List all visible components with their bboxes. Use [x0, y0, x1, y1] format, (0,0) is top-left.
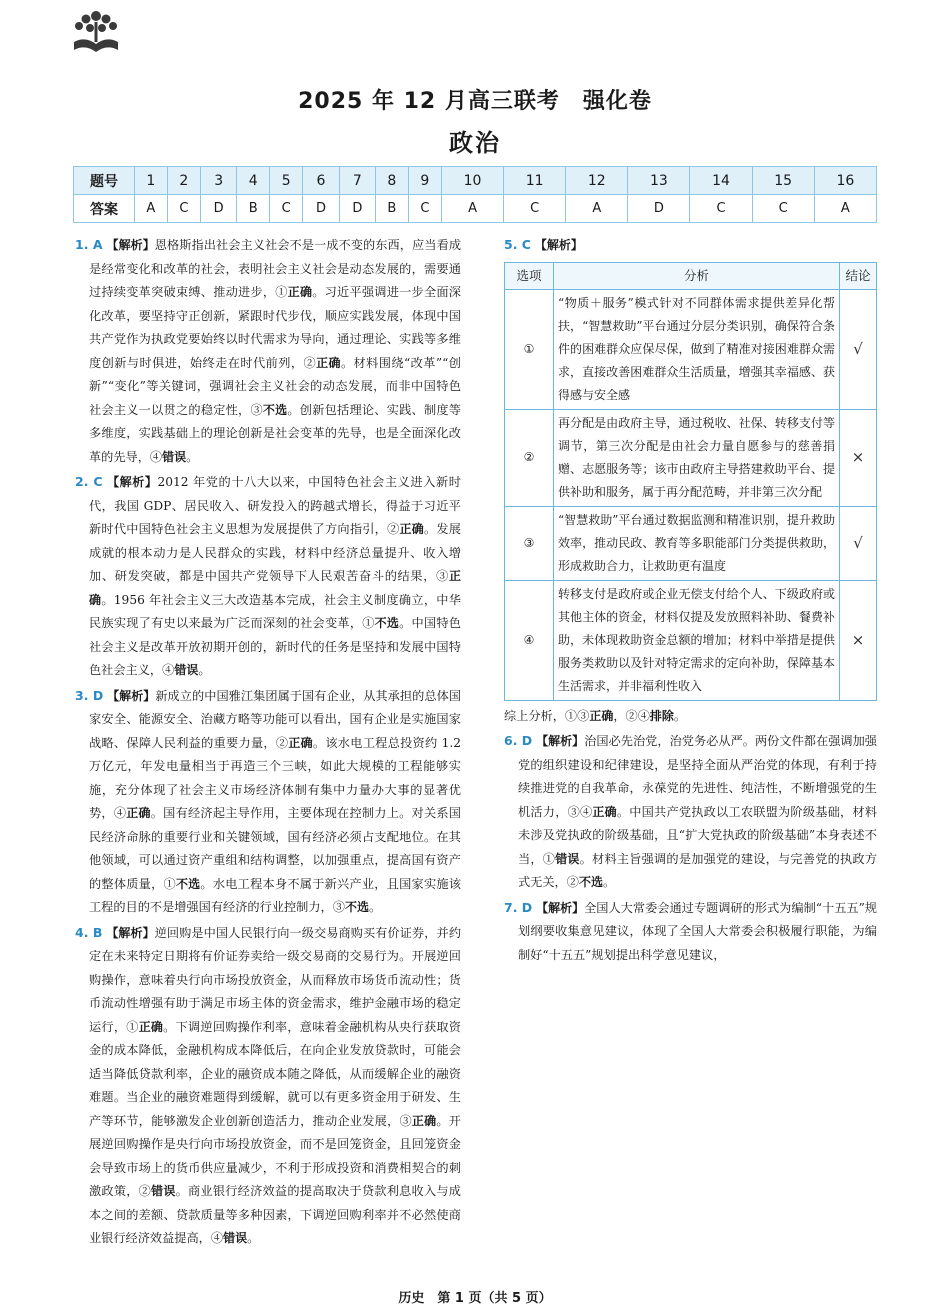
explanation-text: 。该水电工程总投资约 1.2 万亿元，年发电量相当于再造三个三峡，如此大规模的工程能够实施，充分体现了社会主义市场经济体制有集中力量办大事的显著优势，④ — [89, 735, 461, 820]
question-number: 4 — [237, 167, 270, 195]
analysis-table — [504, 262, 877, 701]
answer-cell: A — [814, 195, 876, 223]
question-number: 5 — [270, 167, 303, 195]
summary-text: 综上分析，①③ — [504, 708, 590, 723]
verdict: 错误 — [151, 1184, 176, 1198]
summary-text: 。 — [673, 708, 687, 723]
analysis-table-header — [505, 262, 877, 289]
explanation-text: 。 — [247, 1231, 260, 1245]
option-analysis: “物质＋服务”模式针对不同群体需求提供差异化帮扶，“智慧救助”平台通过分层分类识别，确保符合条件的困难群众应保尽保，做到了精准对接困难群众需求，直接改善困难群众生活质量，增强其幸福感、获得感与安全感 — [554, 289, 840, 409]
option-analysis: 转移支付是政府或企业无偿支付给个人、下级政府或其他主体的资金，材料仅提及发放照料补助、餐费补助，未体现救助资金总额的增加；材料中举措是提供服务类救助以及针对特定需求的定向补助，保障基本生活需求，并非福利性收入 — [554, 580, 840, 700]
explanation-text: 恩格斯指出社会主义社会不是一成不变的东西，应当看成是经常变化和改革的社会，表明社会主义社会是动态发展的，需要通过持续变革突破束缚、推动进步，① — [89, 238, 462, 299]
question-label: 7. D — [504, 899, 533, 915]
answer-cell: C — [752, 195, 814, 223]
answer-cell: D — [200, 195, 236, 223]
verdict: 不选 — [374, 616, 400, 630]
analysis-tag: 【解析】 — [107, 475, 158, 489]
explanation-text: 。水电工程本身不属于新兴产业，且国家实施该工程的目的不是增强国有经济的行业控制力，③ — [89, 876, 462, 914]
verdict: 正确 — [589, 708, 614, 723]
question-number: 14 — [690, 167, 752, 195]
explanation-q5 — [504, 233, 877, 258]
explanation-text: 。1956 年社会主义三大改造基本完成，社会主义制度确立，中华民族实现了有史以来最为广泛而深刻的社会变革，① — [89, 592, 461, 630]
verdict: 错误 — [162, 449, 187, 464]
analysis-tag: 【解析】 — [536, 734, 585, 748]
question-number: 15 — [752, 167, 814, 195]
explanation-text: 。下调逆回购操作利率，意味着金融机构从央行获取资金的成本降低，金融机构成本降低后，在向企业发放贷款时，可能会适当降低贷款利率，企业的融资成本随之降低，从而缓解企业的融资难题。当企业的融资难题得到缓解，就可以有更多资金用于研发、生产等环节，能够激发企业创新创造活力，推动企业发展，③ — [89, 1019, 461, 1128]
explanation-text: 。中国特色社会主义是改革开放初期开创的，新时代的任务是坚持和发展中国特色社会主义，④ — [89, 616, 461, 677]
answer-table-number-row — [74, 167, 877, 195]
verdict: 错误 — [174, 663, 199, 677]
question-number: 16 — [814, 167, 876, 195]
answer-cell: C — [167, 195, 200, 223]
explanation-text: 。 — [368, 900, 382, 914]
explanation-text: 。发展成就的根本动力是人民群众的实践，材料中经济总量提升、收入增加、研发突破，都是中国共产党领导下人民艰苦奋斗的结果，③ — [89, 522, 461, 583]
verdict: 不选 — [262, 402, 288, 417]
explanation-text: 。 — [602, 875, 616, 889]
verdict: 正确 — [138, 1019, 164, 1034]
question-number: 2 — [167, 167, 200, 195]
question-number: 6 — [303, 167, 339, 195]
question-number: 11 — [504, 167, 566, 195]
analysis-row — [505, 506, 877, 580]
question-number: 8 — [376, 167, 409, 195]
subject-title: 政治 — [449, 129, 501, 157]
explanation-text: 。 — [198, 663, 211, 677]
answer-cell: B — [376, 195, 409, 223]
explanation-q2 — [75, 470, 461, 683]
answer-cell: C — [270, 195, 303, 223]
verdict: 不选 — [344, 900, 369, 914]
conclusion-mark: √ — [840, 289, 877, 409]
explanation-text: 。开展逆回购操作是央行向市场投放资金，而不是回笼资金，且回笼资金会导致市场上的货币供应量减少，不利于形成投资和消费相契合的刺激政策，② — [89, 1113, 461, 1198]
explanation-q6 — [504, 729, 877, 895]
answer-cell: D — [303, 195, 339, 223]
option-analysis: 再分配是由政府主导，通过税收、社保、转移支付等调节，第三次分配是由社会力量自愿参与的慈善捐赠、志愿服务等；该市由政府主导搭建救助平台、提供补助和服务，属于再分配范畴，并非第三次分配 — [554, 409, 840, 506]
answer-cell: C — [690, 195, 752, 223]
question-number: 3 — [200, 167, 236, 195]
verdict: 正确 — [411, 1113, 437, 1128]
q5-summary — [504, 705, 877, 729]
explanation-text: 。习近平强调进一步全面深化改革，要坚持守正创新，紧跟时代步伐，顺应实践发展，体现中国共产党作为执政党要始终以时代需求为导向，通过理论、实践等多维度创新与时俱进，始终走在时代前列，② — [89, 285, 461, 370]
left-column — [75, 233, 461, 1252]
header-analysis: 分析 — [554, 262, 840, 289]
analysis-row — [505, 580, 877, 700]
analysis-tag: 【解析】 — [106, 925, 155, 940]
verdict: 正确 — [288, 735, 313, 750]
option-label: ② — [505, 409, 554, 506]
answer-cell: D — [628, 195, 690, 223]
answer-cell: A — [566, 195, 628, 223]
answer-label: 答案 — [74, 195, 135, 223]
question-label: 1. A — [75, 237, 103, 252]
answer-cell: C — [408, 195, 441, 223]
answer-cell: D — [339, 195, 375, 223]
explanation-q3 — [75, 684, 461, 920]
explanation-text: 。材料主旨强调的是加强党的建设，与完善党的执政方式无关，② — [518, 851, 878, 889]
verdict: 正确 — [287, 285, 313, 299]
header-option: 选项 — [505, 262, 554, 289]
option-label: ① — [505, 289, 554, 409]
explanation-text: 。中国共产党执政以工农联盟为阶级基础，材料未涉及党执政的阶级基础，且“扩大党执政的阶级基础”本身表述不当，① — [518, 804, 878, 866]
conclusion-mark: √ — [840, 506, 877, 580]
answer-cell: C — [504, 195, 566, 223]
answer-table-answer-row — [74, 195, 877, 223]
question-number: 13 — [628, 167, 690, 195]
analysis-row — [505, 289, 877, 409]
explanation-q4 — [75, 921, 461, 1251]
answer-cell: A — [135, 195, 168, 223]
question-number: 10 — [441, 167, 503, 195]
explanation-text: 逆回购是中国人民银行向一级交易商购买有价证券，并约定在未来特定日期将有价证券卖给一级交易商的交易行为。开展逆回购操作，意味着央行向市场投放资金，从而释放市场货币流动性；货币流动性增强有助于满足市场主体的资金需求，维护金融市场的稳定运行，① — [89, 925, 462, 1034]
explanation-text: 。国有经济起主导作用，主要体现在控制力上。对关系国民经济命脉的重要行业和关键领域，国有经济必须占支配地位。在其他领域，可以通过资产重组和结构调整，以加强重点，提高国有资产的整体质量，① — [89, 806, 461, 891]
answer-table — [73, 166, 877, 223]
explanation-q7 — [504, 896, 877, 968]
verdict: 正确 — [399, 522, 424, 536]
question-label: 6. D — [504, 733, 533, 748]
analysis-row — [505, 409, 877, 506]
verdict: 错误 — [223, 1231, 248, 1245]
question-number: 1 — [135, 167, 168, 195]
explanation-text: 。材料围绕“改革”“创新”“变化”等关键词，强调社会主义社会的动态发展，而非中国特色社会主义一以贯之的稳定性，③ — [89, 355, 461, 417]
explanation-text: 2012 年党的十八大以来，中国特色社会主义进入新时代，我国 GDP、居民收入、研发投入的跨越式增长，得益于习近平新时代中国特色社会主义思想为发展提供了方向指引，② — [89, 475, 461, 536]
verdict: 排除 — [649, 708, 674, 723]
question-label: 5. C — [504, 237, 531, 252]
question-number-label: 题号 — [74, 167, 135, 195]
conclusion-mark: × — [840, 580, 877, 700]
page-footer: 历史 第 1 页（共 5 页） — [398, 1291, 552, 1306]
exam-title: 2025 年 12 月高三联考 强化卷 — [298, 89, 652, 114]
answer-cell: A — [441, 195, 503, 223]
logo — [70, 8, 122, 56]
analysis-tag: 【解析】 — [534, 238, 583, 252]
question-number: 12 — [566, 167, 628, 195]
explanation-text: 治国必先治党，治党务必从严。两份文件都在强调加强党的组织建设和纪律建设，是坚持全面从严治党的体现，有利于持续推进党的自我革命，永葆党的先进性、纯洁性，不断增强党的生机活力，③④ — [518, 734, 877, 819]
question-label: 3. D — [75, 687, 104, 703]
explanation-q1 — [75, 233, 461, 469]
option-analysis: “智慧救助”平台通过数据监测和精准识别，提升救助效率，推动民政、教育等多职能部门分类提供救助，形成救助合力，让救助更有温度 — [554, 506, 840, 580]
explanation-text: 。 — [186, 449, 199, 464]
verdict: 不选 — [175, 876, 201, 891]
answer-cell: B — [237, 195, 270, 223]
conclusion-mark: × — [840, 409, 877, 506]
analysis-tag: 【解析】 — [536, 900, 585, 915]
analysis-tag: 【解析】 — [107, 688, 156, 703]
question-number: 7 — [339, 167, 375, 195]
verdict: 正确 — [592, 804, 617, 819]
option-label: ③ — [505, 506, 554, 580]
explanation-text: 。商业银行经济效益的提高取决于贷款利息收入与成本之间的差额、贷款质量等多种因素，下调逆回购利率并不必然使商业银行经济效益提高，④ — [89, 1184, 461, 1245]
verdict: 正确 — [89, 569, 461, 607]
verdict: 正确 — [126, 806, 151, 820]
question-label: 4. B — [75, 924, 103, 940]
right-column — [504, 233, 877, 968]
verdict: 正确 — [316, 355, 341, 370]
explanation-text: 全国人大常委会通过专题调研的形式为编制“十五五”规划纲要收集意见建议，体现了全国人大常委会积极履行职能，为编制好“十五五”规划提出科学意见建议， — [518, 900, 877, 962]
explanation-text: 新成立的中国雅江集团属于国有企业，从其承担的总体国家安全、能源安全、治藏方略等功能可以看出，国有企业是实施国家战略、保障人民利益的重要力量，② — [89, 688, 461, 750]
question-label: 2. C — [75, 474, 103, 489]
question-number: 9 — [408, 167, 441, 195]
analysis-tag: 【解析】 — [106, 238, 155, 252]
summary-text: ，②④ — [613, 708, 650, 723]
verdict: 不选 — [578, 875, 603, 889]
option-label: ④ — [505, 580, 554, 700]
verdict: 错误 — [555, 851, 580, 866]
explanation-text: 。创新包括理论、实践、制度等多维度，实践基础上的理论创新是社会变革的先导，也是全面深化改革的先导，④ — [89, 402, 462, 464]
header-conclusion: 结论 — [840, 262, 877, 289]
